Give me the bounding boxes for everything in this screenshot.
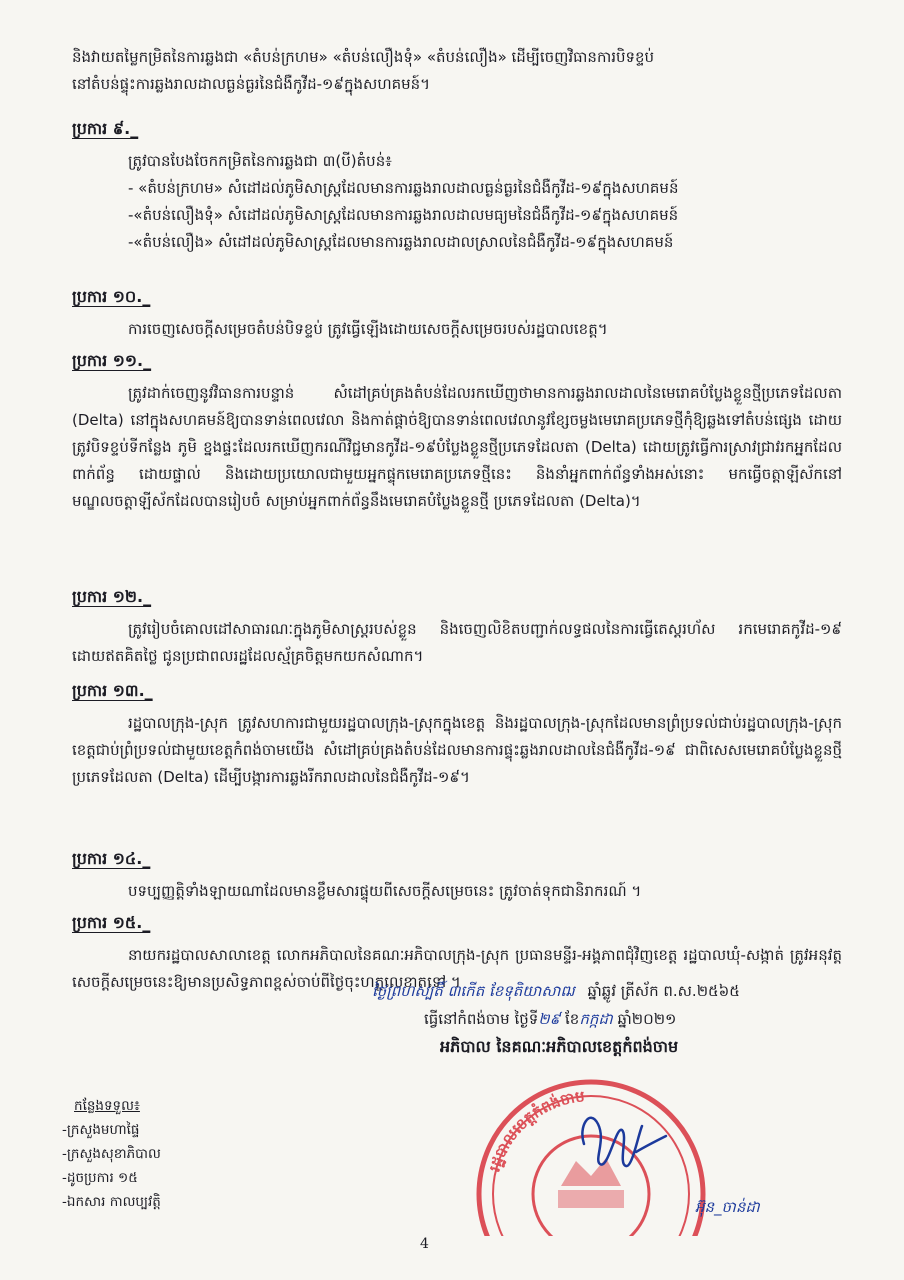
article-14-paragraph: បទប្បញ្ញត្តិទាំងឡាយណាដែលមានខ្លឹមសារផ្ទុយពីសេចក្តីសម្រេចនេះ ត្រូវចាត់ទុកជានិរាករណ៍ ។ (128, 882, 642, 900)
governor-title: អភិបាល នៃគណៈអភិបាលខេត្តកំពង់ចាម (440, 1037, 679, 1056)
recipient-item: -ក្រសួងមហាផ្ទៃ (62, 1122, 140, 1138)
article-12-body (72, 616, 842, 670)
article-9-body (72, 148, 842, 256)
zone-yellow-item: -«តំបន់លឿង» សំដៅដល់ភូមិសាស្ត្រដែលមានការឆ្លងរាលដាលស្រាលនៃជំងឺកូវីដ-១៩ក្នុងសហគមន៍ (128, 233, 674, 251)
article-11-body (72, 380, 842, 515)
lunar-date-handwritten: ថ្ងៃព្រហស្បតិ៍ ៣កើត ខែទុតិយាសាឍ (372, 982, 575, 1000)
zone-red-item: - «តំបន់ក្រហម» សំដៅដល់ភូមិសាស្ត្រដែលមានការឆ្លងរាលដាលធ្ងន់ធ្ងរនៃជំងឺកូវីដ-១៩ក្នុងសហគមន៍ (128, 179, 679, 197)
article-11-heading: ប្រការ ១១._ (72, 351, 152, 370)
year: ឆ្នាំ២០២១ (617, 1010, 677, 1028)
article-10-paragraph: ការចេញសេចក្តីសម្រេចតំបន់បិទខ្ទប់ ត្រូវធ្វើឡើងដោយសេចក្តីសម្រេចរបស់រដ្ឋបាលខេត្ត។ (128, 320, 608, 338)
article-13-body (72, 710, 842, 791)
article-10-body (72, 316, 842, 343)
lunar-date-line (372, 982, 740, 1004)
official-stamp (466, 1066, 716, 1236)
signer-name: អ៊ុន_ចាន់ដា (695, 1198, 760, 1216)
stamp-emblem-icon (561, 1158, 621, 1186)
stamp-emblem-base (558, 1190, 624, 1208)
article-13-heading: ប្រការ ១៣._ (72, 681, 153, 700)
day-handwritten: ២៩ (538, 1010, 561, 1028)
article-9-paragraph: ត្រូវបានបែងចែកកម្រិតនៃការឆ្លងជា ៣(បី)តំបន់៖ (128, 152, 392, 170)
article-14-heading: ប្រការ ១៤._ (72, 849, 151, 868)
article-12-paragraph: ត្រូវរៀបចំគោលដៅសាធារណៈក្នុងភូមិសាស្ត្ររបស់ខ្លួន និងចេញលិខិតបញ្ជាក់លទ្ធផលនៃការធ្វើតេស្តរហ័ស រកមេរោគកូវីដ-១៩ ដោយឥតគិតថ្លៃ ជូនប្រជាពលរដ្ឋដែលស្ម័គ្រចិត្តមកយកសំណាក។ (72, 620, 842, 665)
article-14-body (72, 878, 842, 905)
month-prefix: ខែ (565, 1010, 580, 1028)
recipients-list (62, 1094, 161, 1214)
recipient-item: -ក្រសួងសុខាភិបាល (62, 1146, 161, 1162)
article-11-paragraph: ត្រូវដាក់ចេញនូវវិធានការបន្ទាន់ សំដៅគ្រប់គ្រងតំបន់ដែលរកឃើញថាមានការឆ្លងរាលដាលនៃមេរោគបំប្លែងខ្លួនថ្មីប្រភេទដែលតា (Delta) នៅក្នុងសហគមន៍ឱ្យបានទាន់ពេលវេលា និងកាត់ផ្តាច់ឱ្យបានទាន់ពេលវេលានូវខ្សែចម្លងមេរោគប្រភេទថ្មីកុំឱ្យឆ្លងទៅតំបន់ផ្សេង ដោយត្រូវបិទខ្ទប់ទីកន្លែង ភូមិ ខ្នងផ្ទះដែលរកឃើញករណីវិជ្ជមានកូវីដ-១៩បំប្លែងខ្លួនថ្មីប្រភេទដែលតា (Delta) ដោយត្រូវធ្វើការស្រាវជ្រាវរកអ្នកដែលពាក់ព័ន្ធ ដោយផ្ទាល់ និងដោយប្រយោលជាមួយអ្នកផ្ទុកមេរោគប្រភេទថ្មីនេះ និងនាំអ្នកពាក់ព័ន្ធទាំងអស់នោះ មកធ្វើចត្តាឡីស័កនៅមណ្ឌលចត្តាឡីស័កដែលបានរៀបចំ សម្រាប់អ្នកពាក់ព័ន្ធនឹងមេរោគបំប្លែងខ្លួនថ្មី ប្រភេទដែលតា (Delta)។ (72, 384, 842, 510)
article-9-heading: ប្រការ ៩._ (72, 119, 139, 138)
intro-paragraph (72, 44, 842, 98)
place-prefix: ធ្វើនៅកំពង់ចាម ថ្ងៃទី (424, 1010, 539, 1028)
intro-line: នៅតំបន់ផ្ទុះការឆ្លងរាលដាលធ្ងន់ធ្ងរនៃជំងឺកូវីដ-១៩ក្នុងសហគមន៍។ (72, 75, 431, 93)
article-10-heading: ប្រការ ១០._ (72, 287, 151, 306)
recipient-item: -ឯកសារ កាលប្បវត្តិ (62, 1194, 161, 1210)
article-15-paragraph: នាយករដ្ឋបាលសាលាខេត្ត លោកអភិបាលនៃគណៈអភិបាលក្រុង-ស្រុក ប្រធានមន្ទីរ-អង្គភាពជុំវិញខេត្ត រដ្ឋបាលឃុំ-សង្កាត់ ត្រូវអនុវត្តសេចក្តីសម្រេចនេះឱ្យមានប្រសិទ្ធភាពខ្ពស់ចាប់ពីថ្ងៃចុះហត្ថលេខាតទៅ ។ (72, 946, 842, 991)
page-number: 4 (420, 1236, 429, 1252)
handwritten-signature (582, 1118, 666, 1166)
recipient-item: -ដូចប្រការ ១៥ (62, 1170, 138, 1186)
stamp-ring-text: រដ្ឋបាលខេត្តកំពង់ចាម (485, 1087, 586, 1174)
recipients-heading: កន្លែងទទួល៖ (74, 1098, 140, 1114)
stamp-outer-ring (479, 1082, 703, 1236)
zone-orange-item: -«តំបន់លឿងទុំ» សំដៅដល់ភូមិសាស្ត្រដែលមានការឆ្លងរាលដាលមធ្យមនៃជំងឺកូវីដ-១៩ក្នុងសហគមន៍ (128, 206, 679, 224)
intro-line: និងវាយតម្លៃកម្រិតនៃការឆ្លងជា «តំបន់ក្រហម» «តំបន់លឿងទុំ» «តំបន់លឿង» ដើម្បីចេញវិធានការបិទខ្ទប់ (72, 48, 655, 66)
lunar-year: ឆ្នាំឆ្លូវ ត្រីស័ក ព.ស.២៥៦៥ (587, 982, 740, 1000)
month-handwritten: កក្កដា (579, 1010, 613, 1028)
solar-date-line (424, 1010, 676, 1032)
article-12-heading: ប្រការ ១២._ (72, 587, 152, 606)
article-15-heading: ប្រការ ១៥._ (72, 913, 151, 932)
article-13-paragraph: រដ្ឋបាលក្រុង-ស្រុក ត្រូវសហការជាមួយរដ្ឋបាលក្រុង-ស្រុកក្នុងខេត្ត និងរដ្ឋបាលក្រុង-ស្រុកដែលមានព្រំប្រទល់ជាប់រដ្ឋបាលក្រុង-ស្រុក ខេត្តជាប់ព្រំប្រទល់ជាមួយខេត្តកំពង់ចាមយើង សំដៅគ្រប់គ្រងតំបន់ដែលមានការផ្ទុះឆ្លងរាលដាលនៃជំងឺកូវីដ-១៩ ជាពិសេសមេរោគបំប្លែងខ្លួនថ្មី ប្រភេទដែលតា (Delta) ដើម្បីបង្ការការឆ្លងរីករាលដាលនៃជំងឺកូវីដ-១៩។ (72, 714, 842, 786)
